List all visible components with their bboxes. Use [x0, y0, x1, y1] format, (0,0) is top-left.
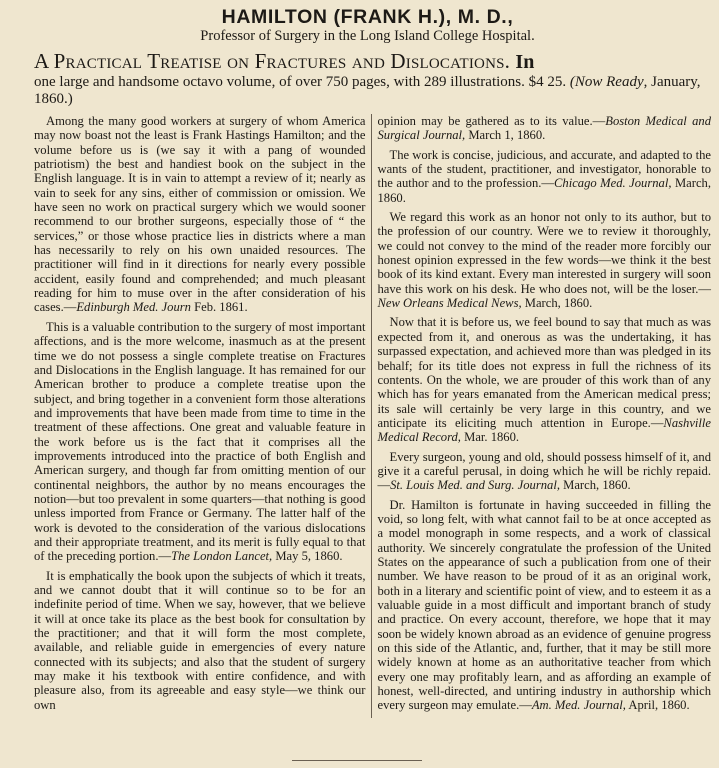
review-date: Feb. 1861. — [190, 300, 248, 315]
review-date: April, 1860. — [625, 698, 690, 713]
book-description-text: one large and handsome octavo volume, of over 750 pages, with 289 illustrations. $4 25. — [34, 74, 567, 90]
review-paragraph — [378, 148, 712, 205]
review-text: Dr. Hamilton is fortunate in having succeeded in filling the void, so long felt, with what cannot fail to be at once accepted as a model monograph in some respects, and a work of classical authority. We sincerely congratulate the profession of the United States on the appearance of such a publication from one of their number. We have reason to be proud of it as an original work, both in a literary and scientific point of view, and to esteem it as a valuable guide in a most difficult and important branch of study and practice. On every account, therefore, we hope that it may soon be widely known abroad as an evidence of genuine progress on this side of the Atlantic, and, further, that it may be still more widely known at home as an authoritative teacher from which every one may profitably learn, and as affording an example of honest, well-directed, and untiring industry in authorship which every surgeon may emulate.— — [377, 497, 711, 713]
review-date: March, 1860. — [560, 478, 631, 493]
book-description — [34, 74, 711, 108]
review-date: May 5, 1860. — [272, 549, 343, 564]
review-text: opinion may be gathered as to its value.— — [377, 114, 606, 128]
review-source: Nashville Medical Record, — [377, 415, 711, 445]
author-heading: HAMILTON (FRANK H.), M. D., — [221, 6, 514, 28]
review-text: Among the many good workers at surgery of whom America may now boast not the least is Frank Hastings Hamilton; and the volume before us is (we say it with a pang of wounded patriotism) the best and handiest book on the subject in the English language. It is in vain to attempt a review of it; nearly as vain to seek for any sins, either of commission or omission. We have seen no work on practical surgery which we would sooner recommend to our brother surgeons, especially those of “ the services,” or those whose practice lies in districts where a man has necessarily to rely on his own unaided resources. The practitioner will find in it directions for nearly every possible accident, easily found and comprehended; and much pleasant reading for him to muse over in the after consideration of his cases.— — [34, 114, 366, 315]
book-title: A Practical Treatise on Fractures and Dislocations. — [34, 49, 511, 73]
book-title-in: In — [515, 51, 535, 73]
review-text: Now that it is before us, we feel bound to say that much as was expected from it, and onerous as was the undertaking, it has surpassed expectation, and achieved more than was pledged in its behalf; for its title does not express in full the richness of its contents. On the whole, we are prouder of this work than of any which has for years emanated from the American medical press; its sale will certainly be very large in this country, and we anticipate its eliciting much attention in Europe.— — [377, 315, 711, 430]
review-date: March 1, 1860. — [465, 128, 546, 143]
review-text: Every surgeon, young and old, should possess himself of it, and give it a careful perusal, in doing which he will be richly repaid.— — [377, 449, 711, 493]
review-text: We regard this work as an honor not only to its author, but to the profession of our country. Were we to review it thoroughly, we could not convey to the mind of the reader more forcibly our honest opinion expressed in the few words—we think it the best book of its kind extant. Every man interested in surgery will soon have this work on his desk. He who does not, will be the loser.— — [377, 210, 711, 296]
review-source: The London Lancet, — [171, 549, 273, 564]
review-paragraph — [34, 320, 366, 564]
reviews-right-column — [371, 114, 712, 718]
reviews-columns — [34, 114, 711, 718]
author-position: Professor of Surgery in the Long Island College Hospital. — [200, 28, 535, 44]
review-source: Am. Med. Journal, — [531, 698, 626, 713]
review-text: It is emphatically the book upon the subjects of which it treats, and we cannot doubt that it will continue so to be for an indefinite period of time. When we say, however, that we believe it will at once take its place as the best book for consultation by the practitioner; and that it will form the most complete, available, and reliable guide in emergencies of every nature connected with its subjects; and also that the student of surgery may make it his textbook with entire confidence, and with pleasure also, from its agreeable and easy style—we think our own — [34, 568, 366, 712]
bottom-rule — [292, 760, 422, 761]
reviews-left-column — [34, 114, 371, 718]
ready-prefix: (Now — [569, 74, 603, 90]
review-source: Edinburgh Med. Journ — [76, 300, 191, 315]
review-source: Boston Medical and Surgical Journal, — [377, 114, 711, 143]
review-paragraph — [34, 569, 366, 712]
ready-date: , January, 1860.) — [34, 74, 701, 107]
review-date: March, 1860. — [377, 176, 711, 205]
review-source: Chicago Med. Journal, — [554, 176, 672, 191]
review-source: St. Louis Med. and Surg. Journal, — [390, 478, 560, 493]
book-title-line — [34, 49, 711, 74]
review-date: Mar. 1860. — [460, 430, 520, 445]
review-paragraph — [378, 450, 712, 493]
review-paragraph — [378, 210, 712, 310]
review-paragraph — [378, 315, 712, 444]
review-source: New Orleans Medical News, — [377, 296, 522, 311]
review-text: The work is concise, judicious, and accurate, and adapted to the wants of the student, practitioner, and investigator, honorable to the author and to the profession.— — [377, 147, 711, 191]
review-text: This is a valuable contribution to the surgery of most important affections, and is the more welcome, inasmuch as at the present time we do not possess a single complete treatise on Fractures and Dislocations in the English language. It has remained for our American brother to produce a complete treatise upon the subject, and bring together in a convenient form those alterations and improvements that have been made from time to time in the treatment of these affections. One great and valuable feature in the work before us is the fact that it comprises all the improvements introduced into the practice of both English and American surgery, and though far from omitting mention of our continental neighbors, the author by no means encourages the notion—but too prevalent in some quarters—that nothing is good unless imported from France or Germany. The latter half of the work is devoted to the consideration of the various dislocations and their appropriate treatment, and its merit is fully equal to that of the preceding portion.— — [34, 319, 366, 564]
ready-word: Ready — [606, 74, 644, 90]
review-paragraph — [34, 114, 366, 315]
review-date: March, 1860. — [521, 296, 593, 311]
review-paragraph — [378, 114, 712, 143]
review-paragraph — [378, 498, 712, 713]
